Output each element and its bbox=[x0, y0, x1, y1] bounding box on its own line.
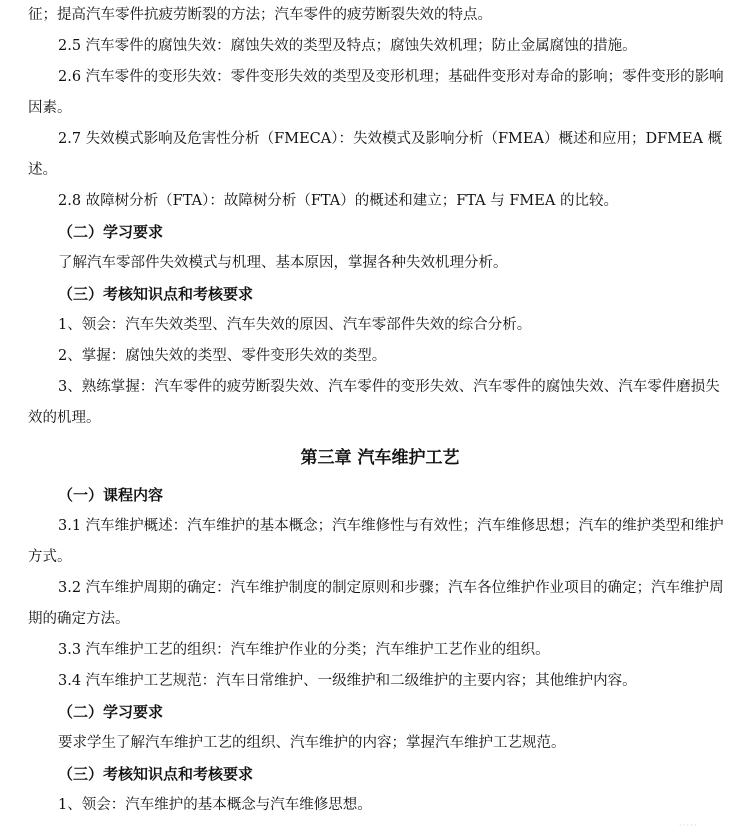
exam-item: 1、领会：汽车失效类型、汽车失效的原因、汽车零部件失效的综合分析。 bbox=[58, 317, 532, 333]
paragraph-3-4: 3.4 汽车维护工艺规范：汽车日常维护、一级维护和二级维护的主要内容；其他维护内容。 bbox=[58, 673, 637, 689]
study-requirements-text: 要求学生了解汽车维护工艺的组织、汽车维护的内容；掌握汽车维护工艺规范。 bbox=[58, 735, 566, 751]
heading-study-requirements: （二）学习要求 bbox=[58, 223, 164, 241]
exam-item: 2、掌握：腐蚀失效的类型、零件变形失效的类型。 bbox=[58, 348, 387, 364]
heading-course-content: （一）课程内容 bbox=[58, 486, 164, 504]
paragraph-2-6: 2.6 汽车零件的变形失效：零件变形失效的类型及变形机理；基础件变形对寿命的影响；零件变形的影响因素。 bbox=[28, 69, 724, 116]
watermark: ····· bbox=[678, 821, 698, 831]
document-page bbox=[28, 0, 732, 821]
paragraph-continuation: 征；提高汽车零件抗疲劳断裂的方法；汽车零件的疲劳断裂失效的特点。 bbox=[28, 7, 492, 23]
study-requirements-text: 了解汽车零部件失效模式与机理、基本原因，掌握各种失效机理分析。 bbox=[58, 255, 508, 271]
exam-item: 3、熟练掌握：汽车零件的疲劳断裂失效、汽车零件的变形失效、汽车零件的腐蚀失效、汽车零件磨损失效的机理。 bbox=[28, 379, 720, 426]
paragraph-3-3: 3.3 汽车维护工艺的组织：汽车维护作业的分类；汽车维护工艺作业的组织。 bbox=[58, 642, 550, 658]
paragraph-2-5: 2.5 汽车零件的腐蚀失效：腐蚀失效的类型及特点；腐蚀失效机理；防止金属腐蚀的措施。 bbox=[58, 38, 637, 54]
heading-exam-requirements: （三）考核知识点和考核要求 bbox=[58, 285, 254, 303]
paragraph-2-7: 2.7 失效模式影响及危害性分析（FMECA）：失效模式及影响分析（FMEA）概述和应用；DFMEA 概述。 bbox=[28, 131, 723, 178]
exam-item: 1、领会：汽车维护的基本概念与汽车维修思想。 bbox=[58, 797, 372, 813]
paragraph-2-8: 2.8 故障树分析（FTA）：故障树分析（FTA）的概述和建立；FTA 与 FMEA 的比较。 bbox=[58, 193, 618, 209]
paragraph-3-2: 3.2 汽车维护周期的确定：汽车维护制度的制定原则和步骤；汽车各位维护作业项目的确定；汽车维护周期的确定方法。 bbox=[28, 580, 724, 627]
paragraph-3-1: 3.1 汽车维护概述：汽车维护的基本概念；汽车维修性与有效性；汽车维修思想；汽车的维护类型和维护方式。 bbox=[28, 518, 724, 565]
heading-exam-requirements: （三）考核知识点和考核要求 bbox=[58, 765, 254, 783]
chapter-title: 第三章 汽车维护工艺 bbox=[300, 448, 460, 468]
heading-study-requirements: （二）学习要求 bbox=[58, 703, 164, 721]
